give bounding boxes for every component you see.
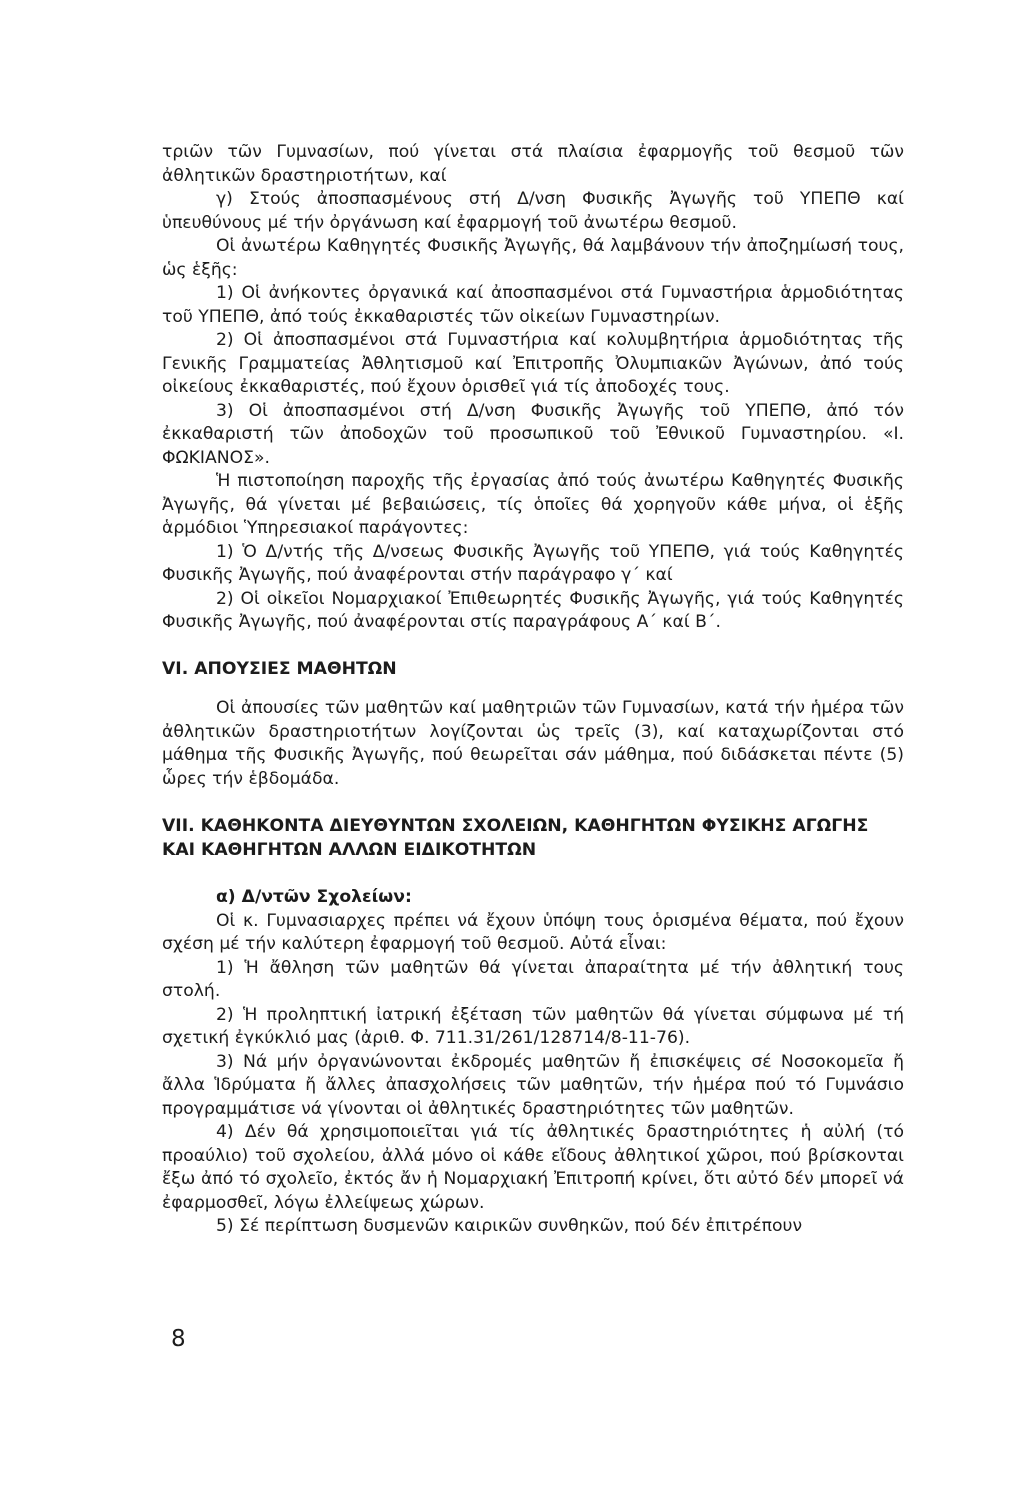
paragraph: 1) Οἱ ἀνήκοντες ὀργανικά καί ἀποσπασμένοι στά Γυμναστήρια ἁρμοδιότητας τοῦ ΥΠΕΠΘ, ἀπό τούς ἐκκαθαριστές τῶν οἰκείων Γυμναστηρίων. [162, 283, 904, 327]
paragraph: 3) Οἱ ἀποσπασμένοι στή Δ/νση Φυσικῆς Ἀγωγῆς τοῦ ΥΠΕΠΘ, ἀπό τόν ἐκκαθαριστή τῶν ἀποδοχῶν τοῦ προσωπικοῦ τοῦ Ἐθνικοῦ Γυμναστηρίου. «Ι. ΦΩΚΙΑΝΟΣ». [162, 400, 904, 468]
section-heading-vii: VII. ΚΑΘΗΚΟΝΤΑ ΔΙΕΥΘΥΝΤΩΝ ΣΧΟΛΕΙΩΝ, ΚΑΘΗΓΗΤΩΝ ΦΥΣΙΚΗΣ ΑΓΩΓΗΣ ΚΑΙ ΚΑΘΗΓΗΤΩΝ ΑΛΛΩΝ ΕΙΔΙΚΟΤΗΤΩΝ [162, 816, 869, 860]
paragraph: 3) Νά μήν ὀργανώνονται ἐκδρομές μαθητῶν ἤ ἐπισκέψεις σέ Νοσοκομεῖα ἤ ἄλλα Ἱδρύματα ἤ ἄλλες ἀπασχολήσεις τῶν μαθητῶν, τήν ἡμέρα πού τό Γυμνάσιο προγραμμάτισε νά γίνονται οἱ ἀθλητικές δραστηριότητες τῶν μαθητῶν. [162, 1051, 904, 1119]
paragraph: 1) Ὁ Δ/ντής τῆς Δ/νσεως Φυσικῆς Ἀγωγῆς τοῦ ΥΠΕΠΘ, γιά τούς Καθηγητές Φυσικῆς Ἀγωγῆς, πού ἀναφέρονται στήν παράγραφο γ΄ καί [162, 541, 904, 585]
body-text [162, 141, 904, 1239]
paragraph: Οἱ ἀπουσίες τῶν μαθητῶν καί μαθητριῶν τῶν Γυμνασίων, κατά τήν ἡμέρα τῶν ἀθλητικῶν δραστηριοτήτων λογίζονται ὡς τρεῖς (3), καί καταχωρίζονται στό μάθημα τῆς Φυσικῆς Ἀγωγῆς, πού θεωρεῖται σάν μάθημα, πού διδάσκεται πέντε (5) ὧρες τήν ἑβδομάδα. [162, 698, 904, 789]
paragraph: 2) Ἡ προληπτική ἰατρική ἐξέταση τῶν μαθητῶν θά γίνεται σύμφωνα μέ τή σχετική ἐγκύκλιό μας (ἀριθ. Φ. 711.31/261/128714/8-11-76). [162, 1004, 904, 1048]
paragraph: 2) Οἱ οἰκεῖοι Νομαρχιακοί Ἐπιθεωρητές Φυσικῆς Ἀγωγῆς, γιά τούς Καθηγητές Φυσικῆς Ἀγωγῆς, πού ἀναφέρονται στίς παραγράφους Α΄ καί Β΄. [162, 588, 904, 632]
paragraph: γ) Στούς ἀποσπασμένους στή Δ/νση Φυσικῆς Ἀγωγῆς τοῦ ΥΠΕΠΘ καί ὑπευθύνους μέ τήν ὀργάνωση καί ἐφαρμογή τοῦ ἀνωτέρω θεσμοῦ. [162, 189, 904, 233]
paragraph: Οἱ ἀνωτέρω Καθηγητές Φυσικῆς Ἀγωγῆς, θά λαμβάνουν τήν ἀποζημίωσή τους, ὡς ἑξῆς: [162, 236, 904, 280]
paragraph: 2) Οἱ ἀποσπασμένοι στά Γυμναστήρια καί κολυμβητήρια ἁρμοδιότητας τῆς Γενικῆς Γραμματείας Ἀθλητισμοῦ καί Ἐπιτροπῆς Ὀλυμπιακῶν Ἀγώνων, ἀπό τούς οἰκείους ἐκκαθαριστές, πού ἔχουν ὁρισθεῖ γιά τίς ἀποδοχές τους. [162, 330, 904, 397]
subheading: α) Δ/ντῶν Σχολείων: [216, 887, 412, 907]
page-number: 8 [171, 1326, 186, 1352]
paragraph: 1) Ἡ ἄθληση τῶν μαθητῶν θά γίνεται ἀπαραίτητα μέ τήν ἀθλητική τους στολή. [162, 957, 904, 1001]
paragraph: Ἡ πιστοποίηση παροχῆς τῆς ἐργασίας ἀπό τούς ἀνωτέρω Καθηγητές Φυσικῆς Ἀγωγῆς, θά γίνεται μέ βεβαιώσεις, τίς ὁποῖες θά χορηγοῦν κάθε μήνα, οἱ ἑξῆς ἁρμόδιοι Ὑπηρεσιακοί παράγοντες: [162, 471, 904, 538]
paragraph: τριῶν τῶν Γυμνασίων, πού γίνεται στά πλαίσια ἐφαρμογῆς τοῦ θεσμοῦ τῶν ἀθλητικῶν δραστηριοτήτων, καί [162, 142, 904, 186]
paragraph: 4) Δέν θά χρησιμοποιεῖται γιά τίς ἀθλητικές δραστηριότητες ἡ αὐλή (τό προαύλιο) τοῦ σχολείου, ἀλλά μόνο οἱ κάθε εἴδους ἀθλητικοί χῶροι, πού βρίσκονται ἔξω ἀπό τό σχολεῖο, ἐκτός ἄν ἡ Νομαρχιακή Ἐπιτροπή κρίνει, ὅτι αὐτό δέν μπορεῖ νά ἐφαρμοσθεῖ, λόγω ἐλλείψεως χώρων. [162, 1122, 904, 1213]
section-heading-vi: VI. ΑΠΟΥΣΙΕΣ ΜΑΘΗΤΩΝ [162, 658, 397, 679]
paragraph: Οἱ κ. Γυμνασιαρχες πρέπει νά ἔχουν ὑπόψη τους ὁρισμένα θέματα, πού ἔχουν σχέση μέ τήν καλύτερη ἐφαρμογή τοῦ θεσμοῦ. Αὐτά εἶναι: [162, 910, 904, 954]
paragraph: 5) Σέ περίπτωση δυσμενῶν καιρικῶν συνθηκῶν, πού δέν ἐπιτρέπουν [216, 1216, 803, 1236]
